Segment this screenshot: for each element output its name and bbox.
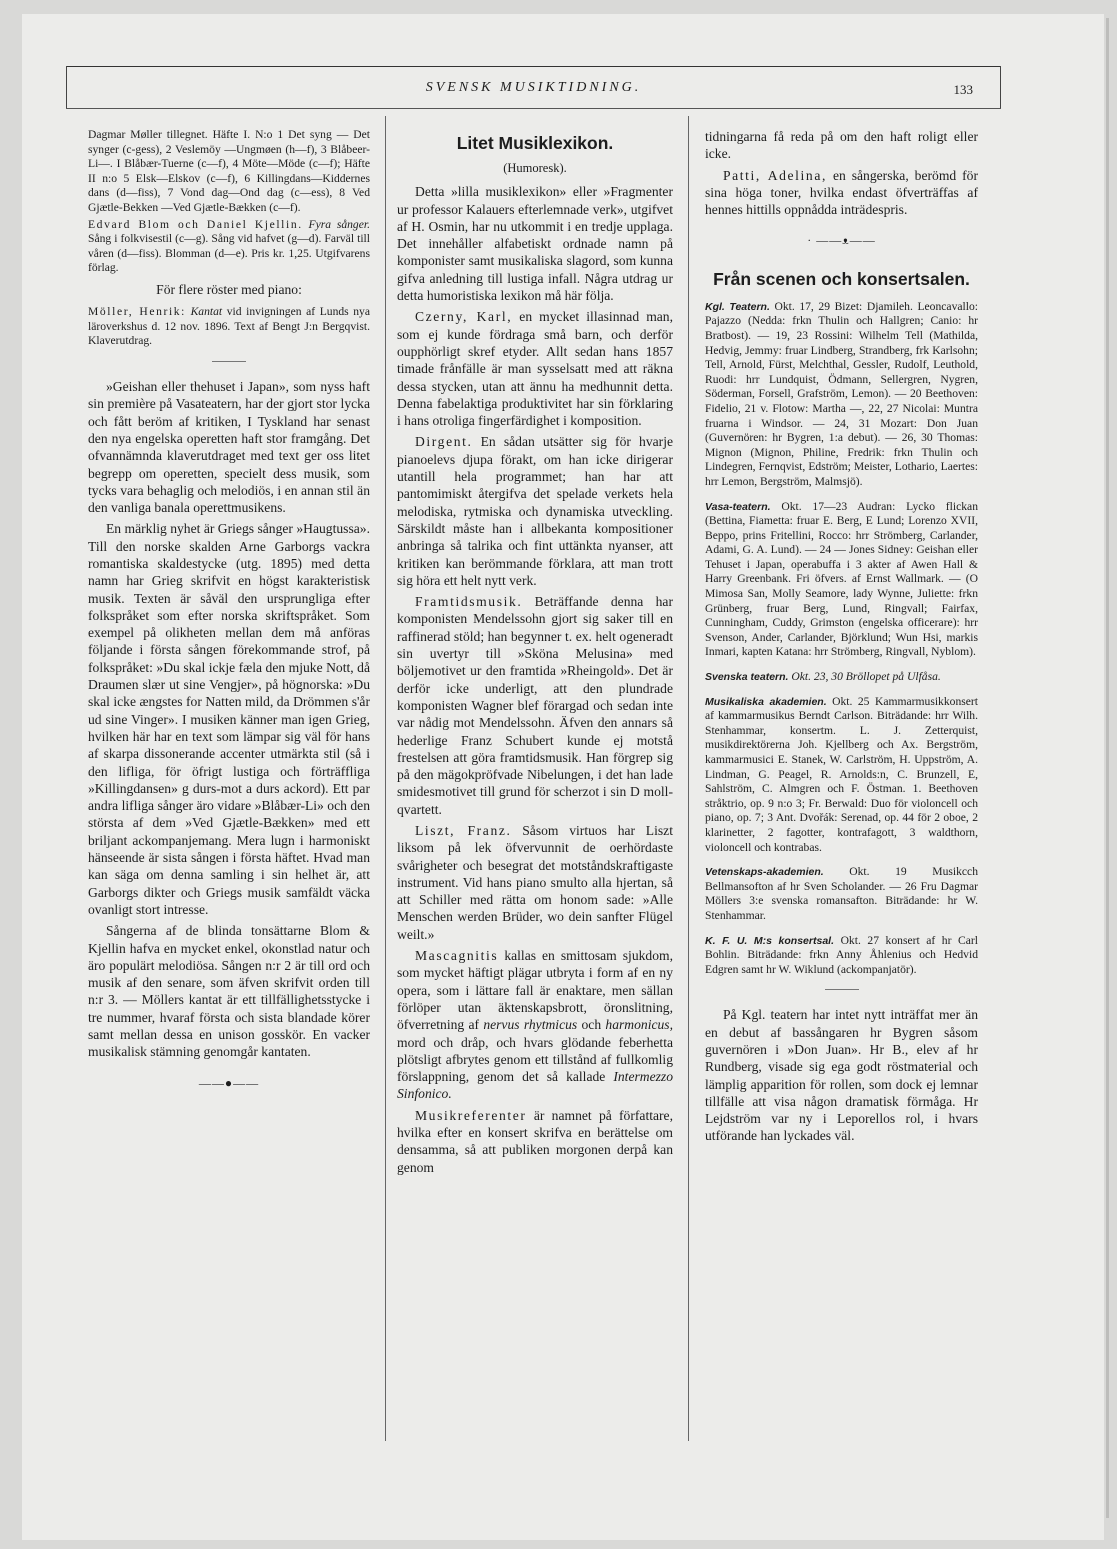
entry-dirigent (397, 433, 673, 589)
entry-liszt (397, 822, 673, 943)
closing-paragraph: På Kgl. teatern har intet nytt inträffat mer än en debut af bassångaren hr Bygren såsom guvernören i »Don Juan». Hr B., elev af hr Rundberg, visade sig ega godt röstmaterial och lämplig apparition för rollen, som dock ej lemnar tillfälle att visa någon dramatisk förmåga. Hr Lejdström var ny i Leporellos rol, i hvars utförande han lyckades väl. (705, 1007, 978, 1144)
musikref-text: är namnet på författare, hvilka efter en konsert skrifva en berättelse om densamma, så att publiken morgonen derpå kan genom (397, 1107, 673, 1175)
notice-grieg: Dagmar Møller tillegnet. Häfte I. N:o 1 Det syng — Det synger (c-gess), 2 Veslemöy —Ungmøen (h—f), 3 Blåbeer-Li—. I Blåbær-Tuerne (c—f), 4 Möte—Möde (c—f); Häfte II n:o 5 Elsk—Elskov (c—f), 6 Killingdans—Kiddernes dans (d—fiss), 7 Vond dag—Ond dag (c—ess), 8 Ved Gjætle-Bekken —Ved Gjætle-Bækken (c—f). (88, 128, 370, 214)
liszt-term: Liszt, Franz. (415, 822, 512, 838)
vasa-text: Okt. 17—23 Audran: Lycko flickan (Bettina, Fiametta: fruar E. Berg, E Lund; Lorenzo XVII, Beppo, prins Fritellini, Rocco: hrr Strömberg, Carlander, Adami, G. A. Lund). — 24 — Jones Sidney: Geishan eller Tehuset i Japan, operabuffa i 3 akter af Awen Hall & Harry Greenbank. Fri öfvers. af Ernst Wallmark. — (O Mimosa San, Molly Seamore, lady Wynne, Juliette: frkn Grünberg, fruar Berg, Lund, Ringvall; Fairfax, Cunningham, Cuddy, Grimston (engelska officerare): hrr Svenson, Ander, Carlander, Björklund; Wun Hsi, markis Inmari, kapten Katana: hrr Strömberg, Ringvall, Nyblom). (705, 499, 979, 659)
section-separator (212, 361, 246, 362)
masc-text-c: mord och dråp, och hvars glödande feberhetta plötsligt afbrytes genom ett tillstånd af fullkomlig förslappning, genom det så kallade (397, 1034, 673, 1085)
notice-moller (88, 305, 370, 349)
masc-italic-2: harmonicus, (605, 1017, 673, 1033)
moller-rest: vid invigningen af Lunds nya läroverkshus d. 12 nov. 1896. Text af Bengt J:n Bergqvist. Klaverutdrag. (88, 305, 370, 348)
header-rule-bottom (66, 108, 1001, 109)
entry-framtidsmusik (397, 593, 673, 818)
running-title: SVENSK MUSIKTIDNING. (425, 80, 642, 95)
entry-patti (705, 167, 978, 219)
dirigent-term: Dirgent. (415, 434, 473, 450)
entry-musikreferenter (397, 1107, 673, 1176)
svenska-label: Svenska teatern. (705, 671, 789, 684)
listing-vetenskaps-akademien (705, 865, 978, 923)
running-header (66, 66, 1001, 106)
listings-block (705, 300, 978, 978)
czerny-term: Czerny, Karl, (415, 309, 513, 325)
section-separator-2 (825, 989, 859, 990)
column-3 (705, 128, 978, 1149)
notice-blom-title: Fyra sånger. (308, 217, 370, 231)
article-subtitle: (Humoresk). (503, 161, 567, 175)
moller-name: Möller, Henrik: (88, 305, 186, 319)
patti-term: Patti, Adelina, (723, 167, 827, 183)
listing-vasa-teatern (705, 500, 978, 661)
czerny-text: en mycket illasinnad man, som ej kunde fördraga små barn, och derför oupphörligt skref etyder. Allt sedan hans 1857 timade frånfälle är man sysselsatt med att räkna dessa stycken, utan att ännu ha medhunnit detta. Denna fabelaktiga produktivitet har sin förklaring i hans otroliga fingerfärdighet i komposition. (397, 309, 673, 429)
vasa-label: Vasa-teatern. (705, 500, 771, 513)
page-number: 133 (953, 82, 973, 97)
listing-svenska-teatern (705, 670, 978, 685)
listing-vet-text (705, 865, 978, 923)
musikref-term: Musikreferenter (415, 1107, 527, 1123)
entry-czerny (397, 308, 673, 429)
kfu-text: Okt. 27 konsert af hr Carl Bohlin. Biträdande: frkn Anny Åhlenius och Hedvid Edgren samt hr W. Wiklund (ackompanjatör). (705, 933, 978, 976)
column-divider-1 (385, 116, 386, 1441)
framtid-term: Framtidsmusik. (415, 594, 523, 610)
listing-akad-text (705, 695, 978, 856)
kgl-text: Okt. 17, 29 Bizet: Djamileh. Leoncavallo: Pajazzo (Nedda: frkn Thulin och Hallgren; Canio: hr Bratbost). — 19, 23 Rossini: Wilhelm Tell (Mathilda, Hedvig, Jemmy: fruar Lindberg, Strandberg, frk Karlsohn; Tell, Arnold, Fürst, Melchthal, Gessler, Rudolf, Leuthold, Ruodi: hrr Lundquist, Ödmann, Sellergren, Nygren, Söderman, Forsell, Grafström, Lemon). — 20 Beethoven: Fidelio, 21 v. Flotow: Martha —, 22, 27 Nicolai: Muntra fruarna i Windsor. — 24, 31 Mozart: Don Juan (Guvernören: hr Bygren, 1:a debut). — 26, 30 Thomas: Mignon (Mignon, Philine, Fredrik: frkn Thulin och Lindegren, Fernqvist, Edström; Meister, Lothario, Laertes: hrr Lemon, Bergström, Malmsjö). (705, 299, 978, 488)
notice-blom-kjellin (88, 218, 370, 276)
patti-text: en sångerska, berömd för sina höga toner, hvilka endast öfverträffas af hennes hittills oppnådda inträdespris. (705, 167, 979, 218)
column-2 (397, 128, 673, 1180)
lexikon-intro: Detta »lilla musiklexikon» eller »Fragmenter ur professor Kalauers efterlemnade verk», utgifvet af H. Osmin, har nu utkommit i en tredje upplaga. Det innehåller alfabetiskt ordnade namn på komponister samt musikaliska slagord, som kunna gifva anledning till lustiga infall. Några utdrag ur detta humoristiska lexikon må här följa. (397, 184, 673, 304)
masc-italic-3: Intermezzo Sinfonico. (397, 1069, 673, 1102)
akad-text: Okt. 25 Kammarmusikkonsert af kammarmusikus Berndt Carlson. Biträdande: hrr Wilh. Stenhammar, konsertm. L. J. Zetterquist, musikdirektörerna Joh. Kjellberg och Ax. Bergström, kammarmusici E. Stanek, W. Carlström, H. Uppström, A. Lindman, G. Peagel, R. Arnolds:n, C. Brunzell, E, Sahlström, C. Almgren och F. Östman. 1. Beethoven stråktrio, op. 9 n:o 3; Fr. Berwald: Duo för violoncell och piano, op. 7; 3 Ant. Dvořák: Serenad, op. 44 för 2 oboe, 2 klarinetter, 2 fagotter, kontrafagott, 3 waldthorn, violoncell och kontrabas. (705, 694, 978, 854)
page-edge (1106, 18, 1109, 1518)
listing-kgl-text (705, 300, 978, 490)
listing-musikaliska-akademien (705, 695, 978, 856)
svenska-text: Okt. 23, 30 Bröllopet på Ulfåsa. (791, 670, 941, 684)
vet-text: Okt. 19 Musikcch Bellmansofton af hr Sven Scholander. — 26 Fru Dagmar Möllers 3:e svenska romansafton. Biträdande: hr W. Stenhammar. (705, 865, 978, 922)
listing-kgl-teatern (705, 300, 978, 490)
masc-text-b: och (581, 1017, 602, 1033)
article-title-lexikon: Litet Musiklexikon. (456, 133, 614, 153)
masc-text-a: kallas en smittosam sjukdom, som mycket häftigt plägar utbryta i form af en ny opera, som i lättare fall är enaktare, men sällan förlöper utan äktenskapsbrott, öronslitning, öfverretning af (397, 948, 673, 1033)
moller-title: Kantat (190, 305, 223, 319)
listing-kfum (705, 934, 978, 978)
section-ornament: · ——ᴥ—— (807, 233, 876, 248)
notices-block (88, 128, 370, 276)
column-1 (88, 128, 370, 1104)
notice-blom-names: Edvard Blom och Daniel Kjellin. (88, 217, 303, 231)
entry-mascagnitis (397, 947, 673, 1103)
vet-label: Vetenskaps-akademien. (705, 866, 824, 879)
listing-kfu-text (705, 934, 978, 978)
kfu-label: K. F. U. M:s konsertsal. (705, 934, 834, 947)
review-haugtussa: En märklig nyhet är Griegs sånger »Haugtussa». Till den norske skalden Arne Garborgs vackra romantiska skaldestycke (utg. 1895) med detta namn har Grieg skrifvit en högst karakteristisk musik. Texten är såväl den ursprungliga efter folkspråket som efter norska skriftspråket. Som exempel på olikheten mellan dem må anföras följande i första sången förekommande strof, på folkspråket: »Du skal ickje fæla den mjuke Nott, då Draumen slær ut sine Vengjer», på högnorska: »Du skal icke ængstes for Natten mild, da Drömmen s'år ud sine Vinger». I musiken känner man igen Grieg, hvilken här har en text som lämpar sig väl för hans af skarpa dissonerande accenter utmärkta stil (så i den lifliga, för öfrigt lustiga och förträffliga »Killingdansen» g durs-mot a durs ackord). Ett par andra lifliga sånger äro vidare »Blåbær-Li» och den största af dem »Ved Gjætle-Bækken» med ett briljant ackompanjemang. Mera lugn i harmoniskt hänseende är sista sången i första häftet. Hvad man kan säga om denna samling i sin helhet är, att Garborgs dikter och Griegs musik samfäldt väcka ovanligt stort intresse. (88, 521, 370, 917)
notice-moller-block (88, 305, 370, 349)
notice-blom-rest: Sång i folkvisestil (c—g). Sång vid hafvet (g—d). Farväl till våren (d—fiss). Blomman (d—e). Pris kr. 1,25. Utgifvarens förlag. (88, 232, 370, 275)
listing-vasa-text (705, 500, 978, 661)
dirigent-text: En sådan utsätter sig för hvarje pianoelevs djupa förakt, om han icke dirigerar utantill hela programmet; han har att pantomimiskt återgifva det spelade verkets hela melodiska, rytmiska och dynamiska utveckling. Särskildt måste han i allbekanta kompositioner anbringa så talrika och fint uttänkta nyanser, att kritiken kan berömmande förklara, att man trott sig höra ett helt nytt verk. (397, 434, 674, 588)
review-geishan: »Geishan eller thehuset i Japan», som nyss haft sin première på Vasateatern, har der gjort stor lycka och fått beröm af kritiken, I Tyskland har senast den nya engelska operetten haft stor framgång. Det ofvannämnda klaverutdraget med text ger oss litet begrepp om operetten, specielt dess musik, som tycks vara behaglig och melodiös, i en annan stil än den vanliga banala operettmusikens. (88, 379, 370, 516)
header-rule-top (66, 66, 1001, 67)
subhead-piano: För flere röster med piano: (156, 281, 302, 297)
review-blom-kjellin: Sångerna af de blinda tonsättarne Blom & Kjellin hafva en mycket enkel, okonstlad natur och äro populärt melodiösa. Sången n:r 2 är till ord och musik af den senare, som äfven skrifvit orden till n:r 3. — Möllers kantat är ett tillfällighetsstycke i tre nummer, hvaraf första och sista blandade körer samt mellan dessa en unison gosskör. En vacker musikalisk stämning genomgår kantaten. (88, 923, 370, 1060)
article-title-scenen: Från scenen och konsertsalen. (713, 268, 970, 289)
end-ornament: ——●—— (198, 1075, 260, 1090)
masc-italic-1: nervus rhytmicus (483, 1017, 578, 1033)
akad-label: Musikaliska akademien. (705, 695, 827, 708)
kgl-label: Kgl. Teatern. (705, 300, 770, 313)
listing-svenska-text (705, 670, 978, 685)
framtid-text: Beträffande denna har komponisten Mendelssohn gjort sig saker till en raffinerad stöld; han begynner t. ex. helt ogeneradt sin uvertyr till »Sköna Melusina» med böljemotivet ur den framtida »Rheingold». Det är derför icke underligt, att den plundrade komponisten Wagner blef förargad och sedan inte var nådig mot Mendelssohn. Äfven den annars så hederlige Franz Schubert kunde ej motstå frestelsen att göra framtidsmusik. Han förgrep sig på den mägokpröfvade Nibelungen, i det han lade smidesmotivet till grund för scherzot i sin D moll-qvartett. (397, 594, 673, 817)
masc-term: Mascagnitis (415, 948, 499, 964)
lexikon-continued: tidningarna få reda på om den haft roligt eller icke. (705, 129, 978, 162)
column-divider-2 (688, 116, 689, 1441)
liszt-text: Såsom virtuos har Liszt liksom på lek öfvervunnit de oerhördaste svårigheter och besegrat det motståndskraftigaste instrument. Vid hans piano smulto alla hjertan, så att Schiller med rätta om honom sade: »Alle Menschen werden Brüder, wo dein sanfter Flügel weilt.» (397, 822, 673, 942)
